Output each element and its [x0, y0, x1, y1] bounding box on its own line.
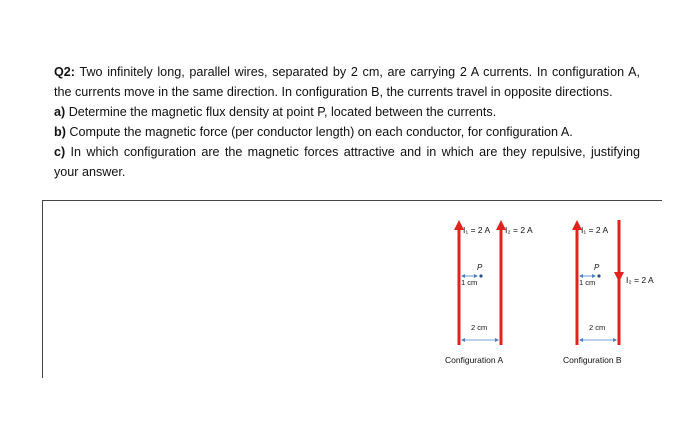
b-1cm-label: 1 cm [579, 278, 596, 287]
a-point-p [479, 274, 482, 277]
a-2cm-label: 2 cm [471, 323, 488, 332]
part-b-label: b) [54, 125, 66, 139]
part-a-label: a) [54, 105, 66, 119]
b-i2-label: I₂ = 2 A [626, 275, 654, 285]
arrowhead-icon [461, 338, 465, 342]
a-caption: Configuration A [445, 355, 504, 365]
part-c-text: In which configuration are the magnetic forces attractive and in which are they repulsive, justifying your answer. [54, 145, 640, 179]
configuration-b [563, 220, 654, 365]
a-i2-label: I₂ = 2 A [505, 225, 533, 235]
part-a-text: Determine the magnetic flux density at point P, located between the currents. [68, 105, 497, 119]
configuration-a [445, 220, 533, 365]
a-1cm-label: 1 cm [461, 278, 478, 287]
b-caption: Configuration B [563, 355, 622, 365]
part-b-text: Compute the magnetic force (per conductor length) on each conductor, for configuration A. [69, 125, 573, 139]
question-intro-text: Two infinitely long, parallel wires, separated by 2 cm, are carrying 2 A currents. In configuration A, the currents move in the same direction. In configuration B, the currents travel in opposite directions. [54, 65, 640, 99]
a-point-label: P [477, 263, 483, 272]
arrowhead-icon [579, 338, 583, 342]
current-down-arrow-icon [614, 272, 624, 282]
arrowhead-icon [495, 338, 499, 342]
arrowhead-icon [613, 338, 617, 342]
b-2cm-label: 2 cm [589, 323, 606, 332]
b-point-label: P [594, 263, 600, 272]
a-i1-label: I₁ = 2 A [463, 225, 491, 235]
b-i1-label: I₁ = 2 A [581, 225, 609, 235]
part-c-label: c) [54, 145, 66, 159]
question-label: Q2: [54, 65, 75, 79]
b-point-p [597, 274, 600, 277]
